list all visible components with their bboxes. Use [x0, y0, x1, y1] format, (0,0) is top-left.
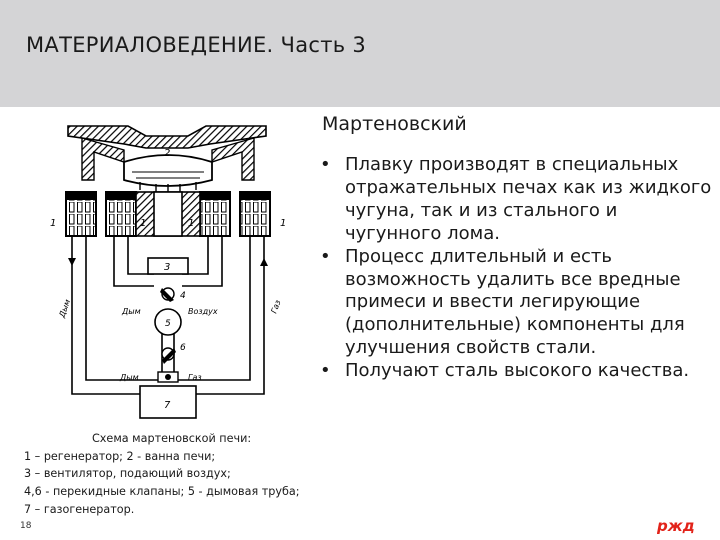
caption-title: Схема мартеновской печи:: [92, 432, 252, 445]
bullet-marker: •: [320, 360, 331, 382]
label-1-left: 1: [50, 218, 57, 229]
slide-subtitle: Мартеновский: [322, 113, 467, 135]
logo-text: ржд: [657, 517, 695, 535]
label-4: 4: [180, 291, 186, 301]
bullet-text: Получают сталь высокого качества.: [345, 360, 690, 382]
label-1-center-right: 1: [188, 218, 195, 229]
reversing-valve-4: [160, 288, 174, 302]
diagram-caption: [24, 430, 344, 519]
caption-line: 1 – регенератор; 2 - ванна печи;: [24, 449, 216, 463]
label-gas-lower: Газ: [188, 373, 202, 382]
open-hearth-furnace-diagram: [28, 118, 308, 430]
regenerator-right-outer: [240, 192, 270, 236]
label-1-center-left: 1: [140, 218, 147, 229]
slide-header: [0, 0, 720, 107]
label-2: 2: [164, 148, 171, 159]
regenerator-left-outer: [66, 192, 96, 236]
label-5: 5: [165, 319, 171, 329]
label-6: 6: [180, 343, 186, 353]
label-smoke-upper: Дым: [122, 307, 141, 316]
caption-line: 7 – газогенератор.: [24, 502, 135, 516]
bullet-text: Плавку производят в специальных отражательных печах как из жидкого чугуна, так и из стального и чугунного лома.: [345, 154, 712, 244]
bullet-marker: •: [320, 154, 331, 175]
label-1-right: 1: [280, 218, 287, 229]
caption-line: 4,6 - перекидные клапаны; 5 - дымовая труба;: [24, 485, 300, 499]
label-gas-side: Газ: [269, 298, 283, 315]
header-title: МАТЕРИАЛОВЕДЕНИЕ. Часть 3: [26, 33, 367, 57]
label-7: 7: [164, 400, 171, 411]
label-smoke-lower: Дым: [120, 373, 139, 382]
bullet-list: [318, 154, 718, 383]
bullet-text: Процесс длительный и есть возможность удалить все вредные примеси и ввести легирующие (дополнительные) компоненты для улучшения свойств стали.: [345, 245, 685, 359]
regenerator-left-inner: [106, 192, 136, 236]
bullet-item: [318, 246, 718, 361]
furnace-bath: [124, 155, 212, 192]
label-air: Воздух: [188, 307, 218, 316]
caption-line: 3 – вентилятор, подающий воздух;: [24, 467, 231, 481]
bullet-marker: •: [320, 245, 331, 267]
regenerator-right-inner: [200, 192, 230, 236]
rzd-logo: [657, 516, 697, 536]
bullet-item: [318, 154, 718, 246]
label-3: 3: [164, 262, 171, 273]
page-number: 18: [20, 521, 32, 531]
bullet-item: [318, 360, 718, 383]
label-smoke-side: Дым: [57, 298, 73, 319]
